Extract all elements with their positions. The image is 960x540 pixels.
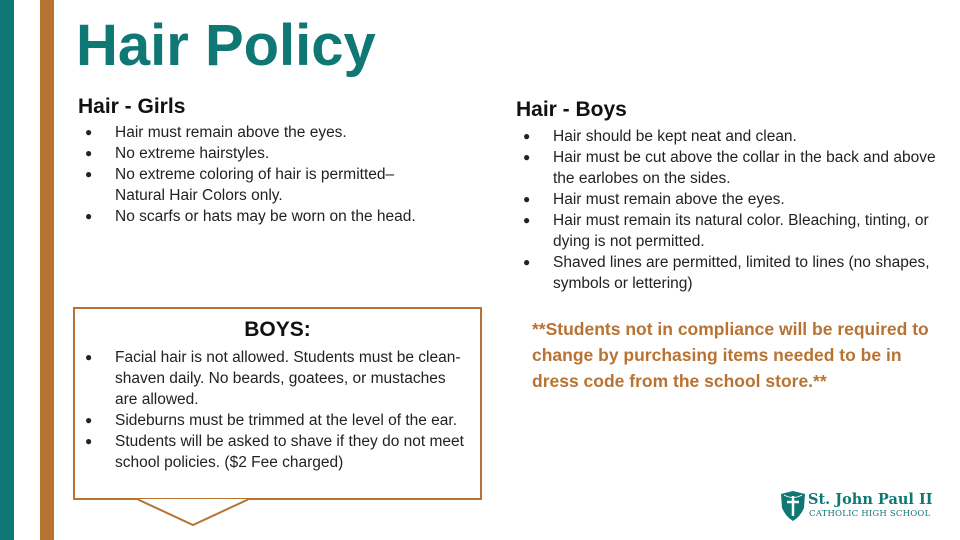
- facial-hair-rules-list: [78, 347, 468, 473]
- boys-rules-list: [516, 126, 936, 294]
- girls-rules-list: [78, 122, 418, 227]
- compliance-notice: **Students not in compliance will be required to change by purchasing items needed to be in dress code from the school store.**: [532, 319, 929, 391]
- list-item: ● Students will be asked to shave if they do not meet school policies. ($2 Fee charged): [78, 431, 468, 473]
- page-title: Hair Policy: [76, 13, 376, 78]
- list-item: ● No extreme hairstyles.: [78, 143, 418, 164]
- callout-heading: BOYS:: [244, 318, 311, 341]
- callout-tail: [138, 499, 248, 529]
- list-item: ● Hair should be kept neat and clean.: [516, 126, 936, 147]
- list-item: ● Hair must remain above the eyes.: [78, 122, 418, 143]
- list-item: ● Sideburns must be trimmed at the level of the ear.: [78, 410, 468, 431]
- school-subtitle: CATHOLIC HIGH SCHOOL: [809, 509, 931, 519]
- school-logo: [780, 490, 950, 524]
- list-item: ● Hair must be cut above the collar in the back and above the earlobes on the sides.: [516, 147, 936, 189]
- boys-heading: Hair - Boys: [516, 98, 627, 121]
- shield-crest-icon: [780, 490, 806, 522]
- list-item: ● Facial hair is not allowed. Students must be clean-shaven daily. No beards, goatees, or mustaches are allowed.: [78, 347, 468, 410]
- school-name: St. John Paul II: [808, 491, 933, 508]
- girls-heading: Hair - Girls: [78, 95, 186, 118]
- left-white-gap: [14, 0, 40, 540]
- left-orange-bar: [40, 0, 54, 540]
- list-item: ● No scarfs or hats may be worn on the head.: [78, 206, 418, 227]
- list-item: ● Shaved lines are permitted, limited to lines (no shapes, symbols or lettering): [516, 252, 936, 294]
- list-item: ● No extreme coloring of hair is permitted–Natural Hair Colors only.: [78, 164, 418, 206]
- list-item: ● Hair must remain its natural color. Bleaching, tinting, or dying is not permitted.: [516, 210, 936, 252]
- left-teal-bar: [0, 0, 14, 540]
- list-item: ● Hair must remain above the eyes.: [516, 189, 936, 210]
